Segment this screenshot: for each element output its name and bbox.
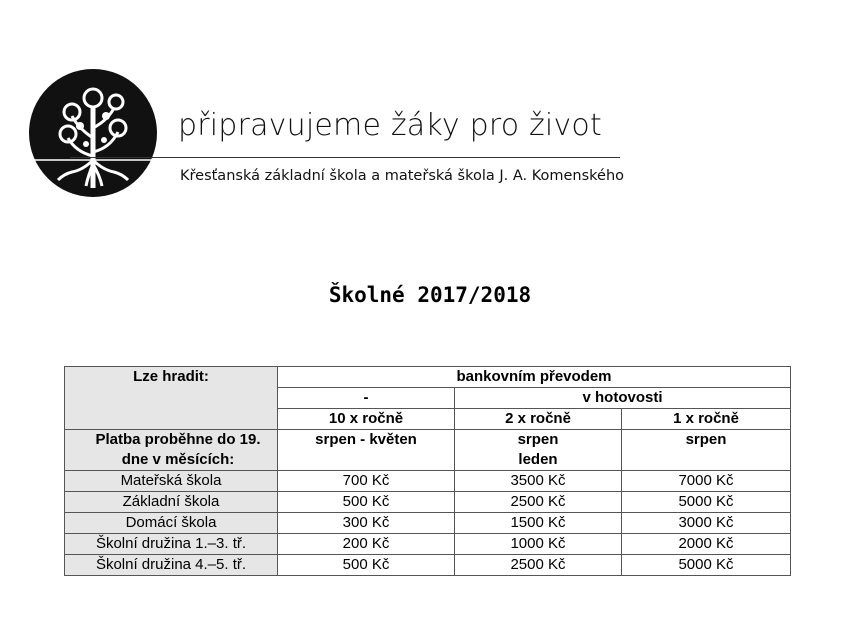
document-title: Školné 2017/2018 [328,283,532,307]
table-row [65,555,791,576]
row-name: Mateřská škola [65,471,278,492]
table-row [65,513,791,534]
payment-months-row [65,430,791,471]
row-name: Školní družina 4.–5. tř. [65,555,278,576]
fee-10x: 500 Kč [278,492,455,513]
row-name: Domácí škola [65,513,278,534]
fee-2x: 3500 Kč [455,471,622,492]
months-2x-line1: srpen [517,431,559,448]
months-1x: srpen [622,430,791,471]
slogan: připravujeme žáky pro život [178,108,602,143]
school-logo-tree-icon [28,68,158,198]
fee-1x: 3000 Kč [622,513,791,534]
header-divider [70,157,620,158]
months-10x: srpen - květen [278,430,455,471]
fee-10x: 300 Kč [278,513,455,534]
table-row [65,492,791,513]
tuition-table [64,366,791,576]
bank-transfer-header: bankovním převodem [278,367,791,388]
fee-1x: 5000 Kč [622,555,791,576]
fee-10x: 200 Kč [278,534,455,555]
months-2x-line2: leden [518,451,558,468]
fee-10x: 500 Kč [278,555,455,576]
table-row [65,534,791,555]
table-row [65,471,791,492]
col-1x-header: 1 x ročně [622,409,791,430]
table-header-row [65,367,791,388]
fee-2x: 2500 Kč [455,492,622,513]
fee-2x: 2500 Kč [455,555,622,576]
pay-label-cell [65,367,278,430]
school-name: Křesťanská základní škola a mateřská škola J. A. Komenského [180,168,625,184]
fee-1x: 7000 Kč [622,471,791,492]
payment-label-line2: dne v měsících: [121,451,235,468]
fee-2x: 1000 Kč [455,534,622,555]
fee-2x: 1500 Kč [455,513,622,534]
cash-header: v hotovosti [455,388,791,409]
row-name: Školní družina 1.–3. tř. [65,534,278,555]
fee-10x: 700 Kč [278,471,455,492]
fee-1x: 2000 Kč [622,534,791,555]
months-2x-cell [455,430,622,471]
dash-header: - [278,388,455,409]
payment-label-cell [65,430,278,471]
payment-label-line1: Platba proběhne do 19. [95,431,261,448]
col-2x-header: 2 x ročně [455,409,622,430]
pay-label: Lze hradit: [133,368,209,385]
row-name: Základní škola [65,492,278,513]
col-10x-header: 10 x ročně [278,409,455,430]
fee-1x: 5000 Kč [622,492,791,513]
